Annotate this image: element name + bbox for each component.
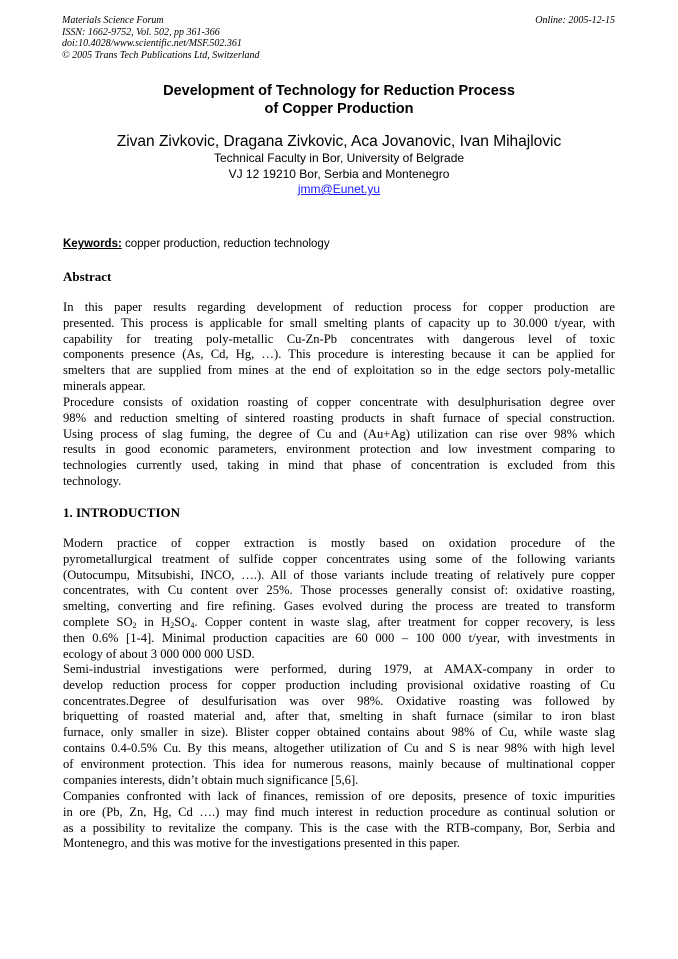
text-line: technologies currently used, taking in mind that phase of concentration is excluded from this [63, 458, 615, 473]
text-line: smelters that are supplied from mines at the end of exploitation so in the edge sectors poly-metallic [63, 363, 615, 378]
text-line: In this paper results regarding development of reduction process for copper production are [63, 300, 615, 314]
keywords-label: Keywords: [63, 238, 122, 250]
intro-paragraph-2 [63, 662, 615, 788]
abstract-paragraph-1 [63, 300, 615, 395]
abstract-heading: Abstract [63, 269, 112, 284]
email-link[interactable]: jmm@Eunet.yu [297, 182, 381, 196]
text-line: 98% and reduction smelting of sintered roasting products in shaft furnace of special construction. [63, 410, 615, 425]
issn-line: ISSN: 1662-9752, Vol. 502, pp 361-366 [62, 26, 220, 38]
keywords [63, 238, 330, 250]
text-line: ecology of about 3 000 000 000 USD. [63, 646, 255, 661]
text-line: furnace, only smaller in size). Blister copper obtained contains about 98% of Cu, while waste slag [63, 725, 615, 740]
online-date: Online: 2005-12-15 [535, 15, 615, 26]
copyright-line: © 2005 Trans Tech Publications Ltd, Switzerland [62, 49, 260, 61]
intro-p1-part-b [63, 631, 615, 663]
text-line: develop reduction process for copper production including provisional oxidative roasting of Cu [63, 677, 615, 692]
doi-line: doi:10.4028/www.scientific.net/MSF.502.361 [62, 38, 242, 49]
text-line: pyrometallurgical treatment of sulfide copper concentrates using some of the following variants [63, 551, 615, 566]
text-line: of environment protection. This idea for numerous reasons, mainly because of multinational copper [63, 756, 615, 771]
text-line: concentrates.Degree of desulfurisation was over 98%. Oxidative roasting was followed by [63, 693, 615, 708]
text-line: presented. This process is applicable for small smelting plants of capacity up to 30.000 t/year, with [63, 315, 615, 330]
text-line: companies interests, didn’t obtain much significance [5,6]. [63, 772, 359, 787]
text-line: components presence (As, Cd, Hg, …). This procedure is interesting because it can be applied for [63, 347, 615, 362]
text-line: as a possibility to revitalize the company. This is the case with the RTB-company, Bor, Serbia and [63, 820, 615, 835]
text-line: capability for treating poly-metallic Cu-Zn-Pb concentrates with dangerous level of toxic [63, 331, 615, 346]
journal-header [62, 15, 260, 61]
text-line: minerals appear. [63, 378, 146, 393]
text-line: Semi-industrial investigations were performed, during 1979, at AMAX-company in order to [63, 662, 615, 676]
title-line-1: Development of Technology for Reduction Process [163, 83, 515, 99]
text-line: concentrates, with Cu content over 25%. Those processes generally consist of: oxidative roasting, [63, 583, 615, 598]
intro-paragraph-1 [63, 536, 615, 662]
keywords-text: copper production, reduction technology [125, 238, 330, 250]
paper-title [0, 82, 678, 118]
text-line: results in good economic parameters, environment protection and low investment comparing to [63, 442, 615, 457]
author-list: Zivan Zivkovic, Dragana Zivkovic, Aca Jovanovic, Ivan Mihajlovic [116, 133, 562, 150]
affiliation-faculty: Technical Faculty in Bor, University of Belgrade [213, 151, 465, 165]
affiliation-address: VJ 12 19210 Bor, Serbia and Montenegro [228, 166, 450, 181]
text-line: Montenegro, and this was motive for the investigations presented in this paper. [63, 836, 460, 851]
text-line: briquetting of roasted material and, after that, smelting in shaft furnace (similar to iron blast [63, 709, 615, 724]
introduction-heading: 1. INTRODUCTION [63, 505, 181, 520]
abstract-paragraph-2 [63, 395, 615, 490]
text-line: Modern practice of copper extraction is mostly based on oxidation procedure of the [63, 536, 615, 550]
text-line: smelting, converting and fire refining. Gases evolved during the process are treated to transform [63, 599, 615, 614]
so2-line: complete $SO_2$ in $H_2SO_4$. Copper content in waste slag, after treatment for copper recovery, is less [63, 614, 615, 630]
text-line: in ore (Pb, Zn, Hg, Cd ….) may find much interest in reduction procedure as continual solution or [63, 804, 615, 819]
text-line: contains 0.4-0.5% Cu. By this means, altogether utilization of Cu and S is near 98% with high level [63, 740, 615, 755]
text-line: technology. [63, 473, 122, 488]
intro-paragraph-3 [63, 789, 615, 852]
text-line: Using process of slag fuming, the degree of Cu and (Au+Ag) utilization can rise over 98% which [63, 426, 615, 441]
affiliation [0, 151, 678, 198]
text-line: Procedure consists of oxidation roasting of copper concentrate with desulphurisation degree over [63, 395, 615, 409]
journal-name: Materials Science Forum [62, 15, 164, 26]
text-line: then 0.6% [1-4]. Minimal production capacities are 60 000 – 100 000 t/year, with investments in [63, 630, 615, 645]
text-line: Companies confronted with lack of finances, remission of ore deposits, presence of toxic impurities [63, 789, 615, 803]
intro-p1-part-a [63, 536, 615, 615]
title-line-2: of Copper Production [264, 101, 414, 117]
text-line: (Outocumpu, Mitsubishi, INCO, ….). All of those variants include treating of relatively pure copper [63, 567, 615, 582]
